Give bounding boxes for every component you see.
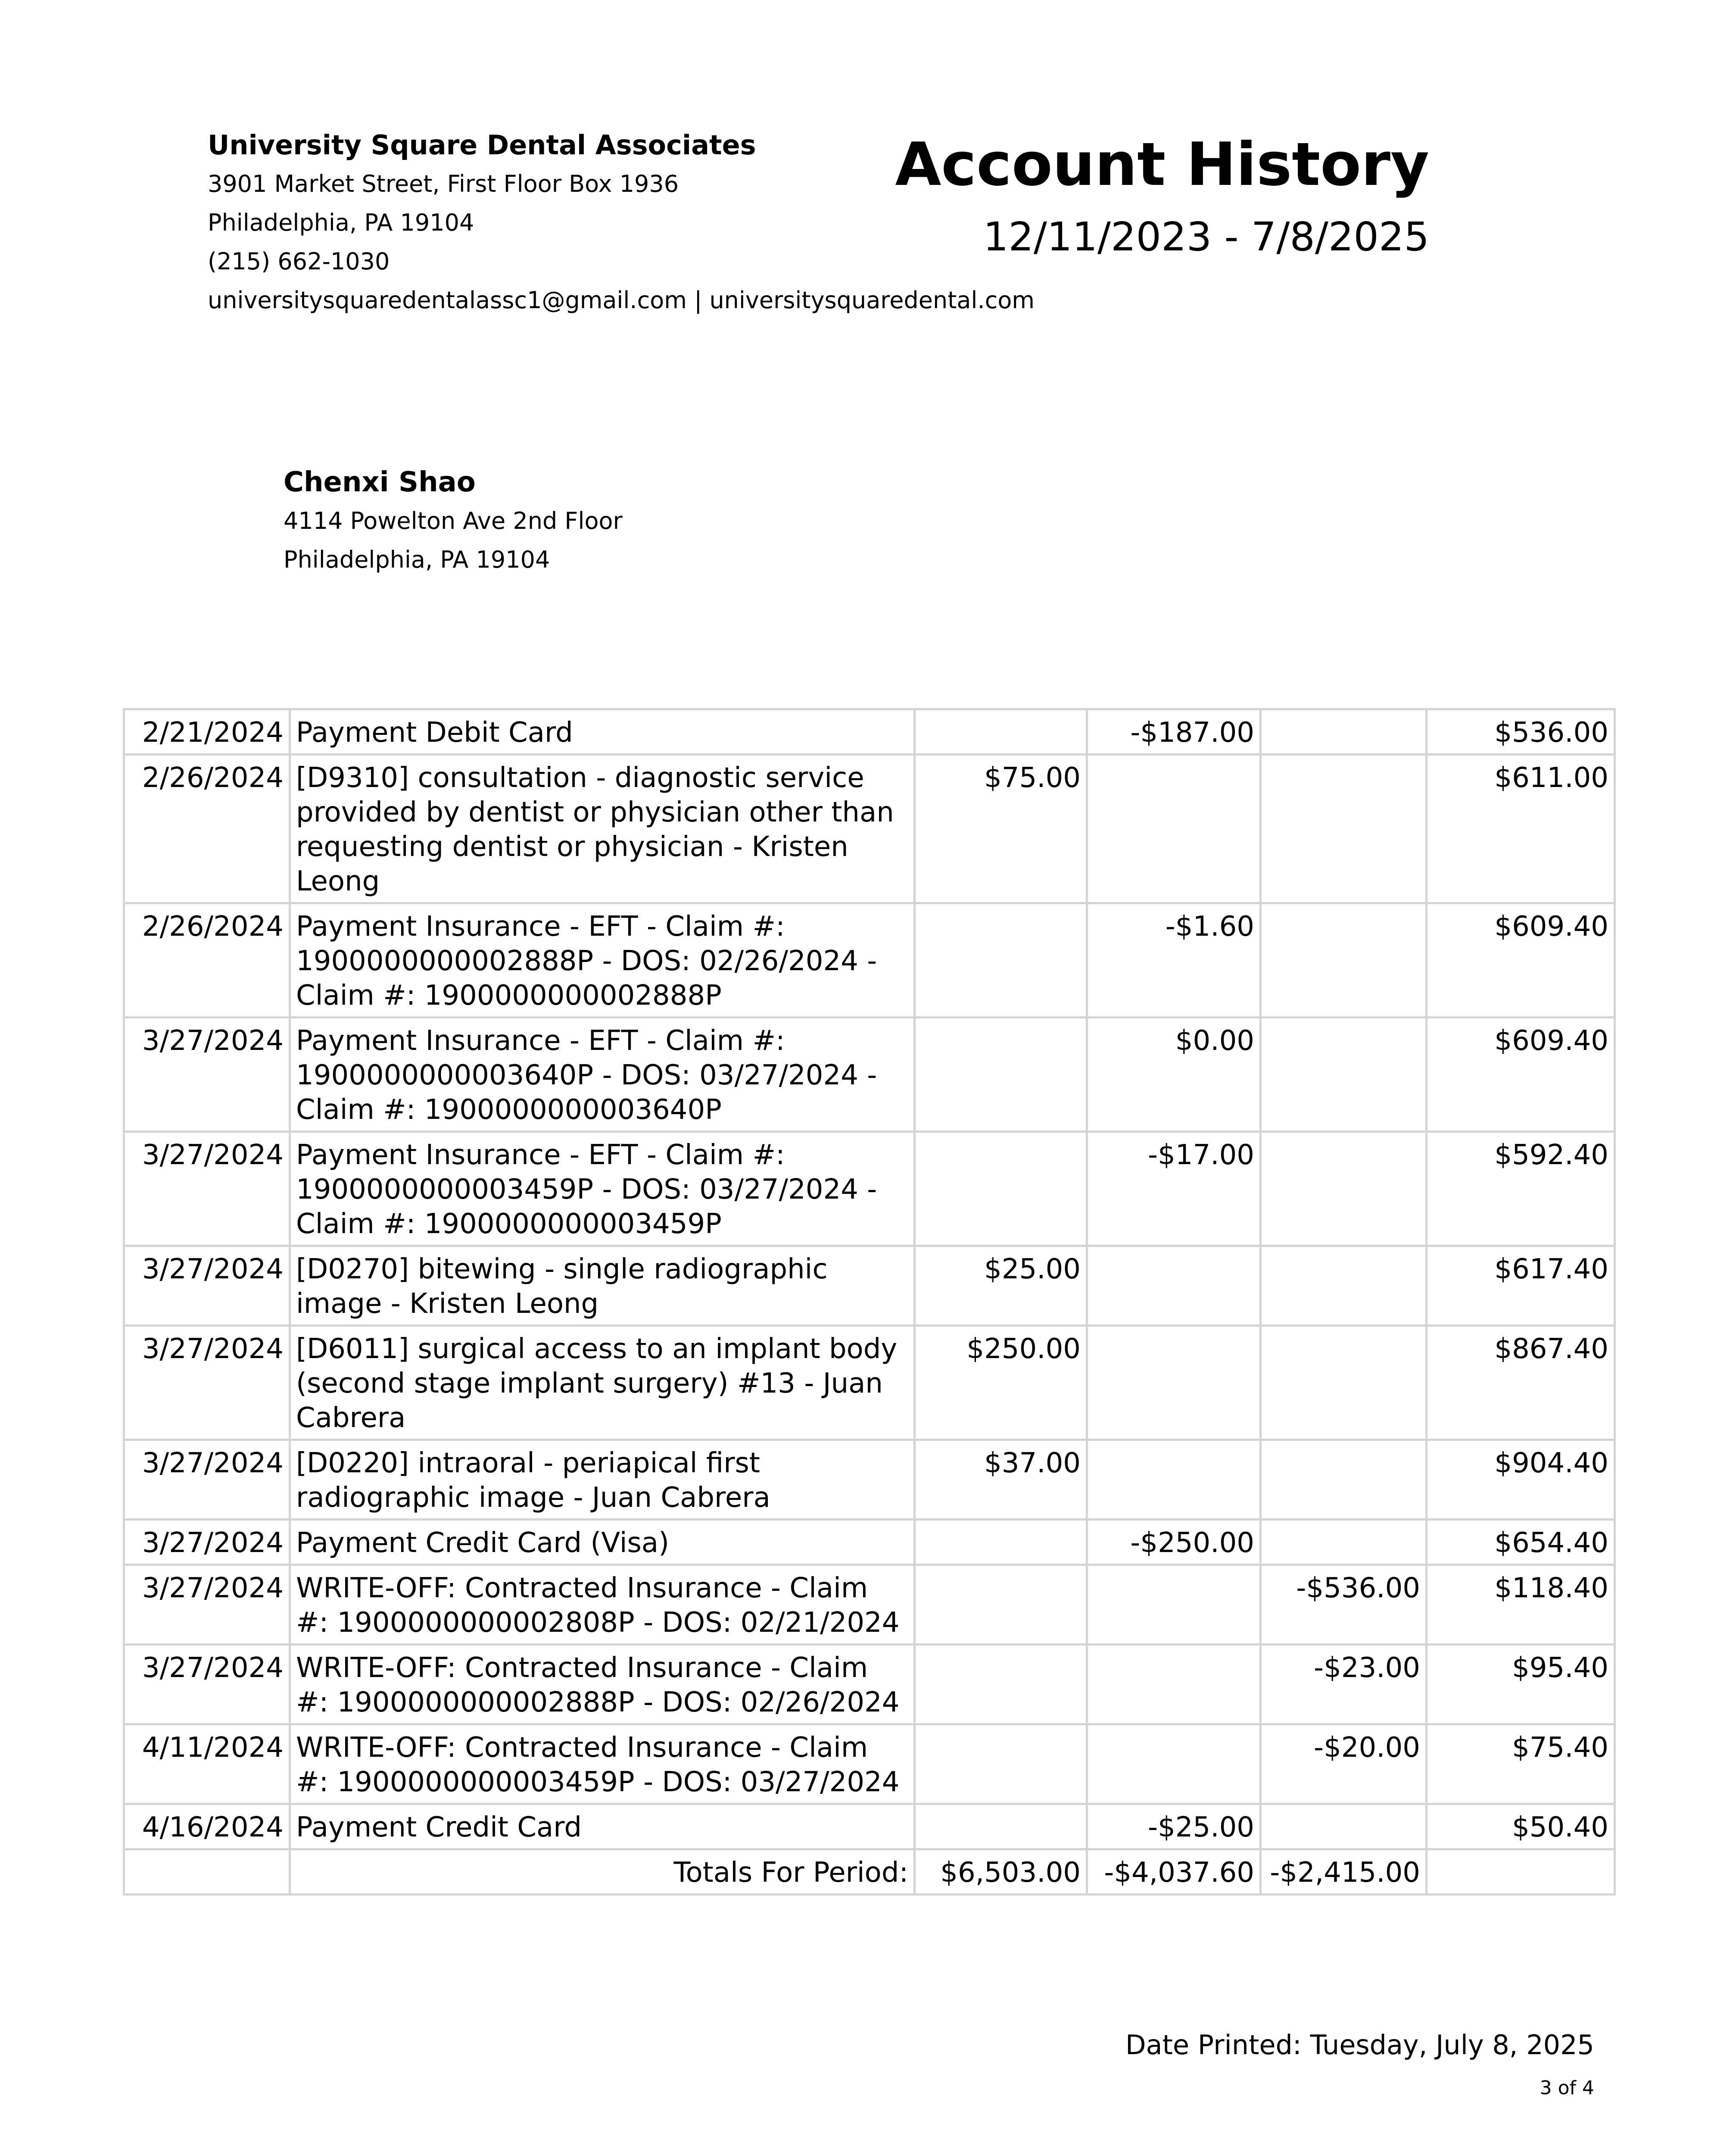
row-charges: $37.00: [915, 1440, 1087, 1520]
row-payments: [1087, 1565, 1261, 1645]
totals-payments: -$4,037.60: [1087, 1849, 1261, 1895]
row-charges: [915, 1132, 1087, 1246]
row-description: WRITE-OFF: Contracted Insurance - Claim #: 1900000000002808P - DOS: 02/21/2024: [290, 1565, 915, 1645]
row-adjustments: [1261, 1132, 1427, 1246]
row-date: 3/27/2024: [124, 1645, 290, 1724]
page-footer: [1125, 2026, 1594, 2103]
row-charges: [915, 709, 1087, 755]
row-charges: [915, 1565, 1087, 1645]
practice-phone: (215) 662-1030: [208, 248, 390, 275]
practice-name: University Square Dental Associates: [208, 129, 756, 161]
row-balance: $75.40: [1427, 1724, 1615, 1804]
table-row: [124, 709, 1615, 755]
row-payments: -$250.00: [1087, 1520, 1261, 1565]
table-row: [124, 1018, 1615, 1132]
patient-address-line1: 4114 Powelton Ave 2nd Floor: [284, 507, 623, 534]
row-charges: [915, 1804, 1087, 1849]
row-date: 3/27/2024: [124, 1132, 290, 1246]
row-description: Payment Insurance - EFT - Claim #: 1900000000003459P - DOS: 03/27/2024 - Claim #: 1900000000003459P: [290, 1132, 915, 1246]
row-balance: $118.40: [1427, 1565, 1615, 1645]
document-title: Account History: [895, 130, 1429, 199]
row-adjustments: [1261, 903, 1427, 1018]
table-row: [124, 1645, 1615, 1724]
row-description: Payment Insurance - EFT - Claim #: 1900000000002888P - DOS: 02/26/2024 - Claim #: 1900000000002888P: [290, 903, 915, 1018]
row-balance: $867.40: [1427, 1326, 1615, 1440]
ledger-body: [124, 709, 1615, 1895]
table-row: [124, 1440, 1615, 1520]
row-description: [D0220] intraoral - periapical first radiographic image - Juan Cabrera: [290, 1440, 915, 1520]
date-printed: Date Printed: Tuesday, July 8, 2025: [1125, 2029, 1594, 2061]
table-row: [124, 1724, 1615, 1804]
row-payments: [1087, 755, 1261, 903]
row-balance: $609.40: [1427, 1018, 1615, 1132]
row-adjustments: [1261, 755, 1427, 903]
row-charges: $250.00: [915, 1326, 1087, 1440]
row-payments: [1087, 1326, 1261, 1440]
row-adjustments: -$20.00: [1261, 1724, 1427, 1804]
row-charges: [915, 1520, 1087, 1565]
row-date: 3/27/2024: [124, 1440, 290, 1520]
table-row: [124, 1804, 1615, 1849]
patient-info: [284, 463, 623, 579]
row-payments: [1087, 1246, 1261, 1326]
patient-name: Chenxi Shao: [284, 466, 476, 498]
row-date: 2/26/2024: [124, 755, 290, 903]
row-date: 2/26/2024: [124, 903, 290, 1018]
totals-balance: [1427, 1849, 1615, 1895]
row-charges: [915, 903, 1087, 1018]
row-description: WRITE-OFF: Contracted Insurance - Claim #: 1900000000003459P - DOS: 03/27/2024: [290, 1724, 915, 1804]
totals-adjustments: -$2,415.00: [1261, 1849, 1427, 1895]
practice-address-line1: 3901 Market Street, First Floor Box 1936: [208, 170, 679, 197]
row-date: 3/27/2024: [124, 1326, 290, 1440]
row-date: 3/27/2024: [124, 1565, 290, 1645]
table-row: [124, 1565, 1615, 1645]
row-date: 3/27/2024: [124, 1520, 290, 1565]
row-payments: -$25.00: [1087, 1804, 1261, 1849]
row-balance: $611.00: [1427, 755, 1615, 903]
row-date: 4/16/2024: [124, 1804, 290, 1849]
row-description: Payment Credit Card: [290, 1804, 915, 1849]
row-adjustments: [1261, 1440, 1427, 1520]
table-row: [124, 1246, 1615, 1326]
row-balance: $654.40: [1427, 1520, 1615, 1565]
row-date: 3/27/2024: [124, 1246, 290, 1326]
table-row: [124, 1326, 1615, 1440]
row-adjustments: -$23.00: [1261, 1645, 1427, 1724]
row-charges: [915, 1018, 1087, 1132]
document-header: [895, 126, 1429, 263]
row-description: [D6011] surgical access to an implant body (second stage implant surgery) #13 - Juan Cabrera: [290, 1326, 915, 1440]
row-description: Payment Debit Card: [290, 709, 915, 755]
totals-label: Totals For Period:: [290, 1849, 915, 1895]
row-charges: [915, 1724, 1087, 1804]
row-description: Payment Insurance - EFT - Claim #: 1900000000003640P - DOS: 03/27/2024 - Claim #: 1900000000003640P: [290, 1018, 915, 1132]
ledger-table: [123, 708, 1616, 1896]
row-adjustments: -$536.00: [1261, 1565, 1427, 1645]
row-payments: -$17.00: [1087, 1132, 1261, 1246]
row-payments: [1087, 1724, 1261, 1804]
row-balance: $592.40: [1427, 1132, 1615, 1246]
row-payments: [1087, 1645, 1261, 1724]
practice-contact: universitysquaredentalassc1@gmail.com | universitysquaredental.com: [208, 287, 1035, 314]
row-payments: $0.00: [1087, 1018, 1261, 1132]
patient-address-line2: Philadelphia, PA 19104: [284, 546, 550, 573]
row-description: [D9310] consultation - diagnostic service provided by dentist or physician other than requesting dentist or physician - Kristen Leong: [290, 755, 915, 903]
row-adjustments: [1261, 709, 1427, 755]
row-charges: $25.00: [915, 1246, 1087, 1326]
row-date: 4/11/2024: [124, 1724, 290, 1804]
practice-address-line2: Philadelphia, PA 19104: [208, 209, 474, 236]
row-balance: $617.40: [1427, 1246, 1615, 1326]
totals-row: [124, 1849, 1615, 1895]
row-adjustments: [1261, 1520, 1427, 1565]
row-adjustments: [1261, 1246, 1427, 1326]
table-row: [124, 903, 1615, 1018]
row-balance: $50.40: [1427, 1804, 1615, 1849]
row-adjustments: [1261, 1326, 1427, 1440]
table-row: [124, 1132, 1615, 1246]
page-number: 3 of 4: [1540, 2077, 1594, 2099]
row-balance: $904.40: [1427, 1440, 1615, 1520]
row-payments: -$1.60: [1087, 903, 1261, 1018]
row-charges: $75.00: [915, 755, 1087, 903]
row-description: [D0270] bitewing - single radiographic image - Kristen Leong: [290, 1246, 915, 1326]
row-balance: $95.40: [1427, 1645, 1615, 1724]
row-balance: $536.00: [1427, 709, 1615, 755]
document-period: 12/11/2023 - 7/8/2025: [983, 214, 1429, 260]
row-description: Payment Credit Card (Visa): [290, 1520, 915, 1565]
row-date: 2/21/2024: [124, 709, 290, 755]
totals-charges: $6,503.00: [915, 1849, 1087, 1895]
row-adjustments: [1261, 1018, 1427, 1132]
row-description: WRITE-OFF: Contracted Insurance - Claim #: 1900000000002888P - DOS: 02/26/2024: [290, 1645, 915, 1724]
table-row: [124, 755, 1615, 903]
table-row: [124, 1520, 1615, 1565]
row-adjustments: [1261, 1804, 1427, 1849]
row-payments: [1087, 1440, 1261, 1520]
row-payments: -$187.00: [1087, 709, 1261, 755]
totals-empty-cell: [124, 1849, 290, 1895]
row-charges: [915, 1645, 1087, 1724]
row-date: 3/27/2024: [124, 1018, 290, 1132]
row-balance: $609.40: [1427, 903, 1615, 1018]
